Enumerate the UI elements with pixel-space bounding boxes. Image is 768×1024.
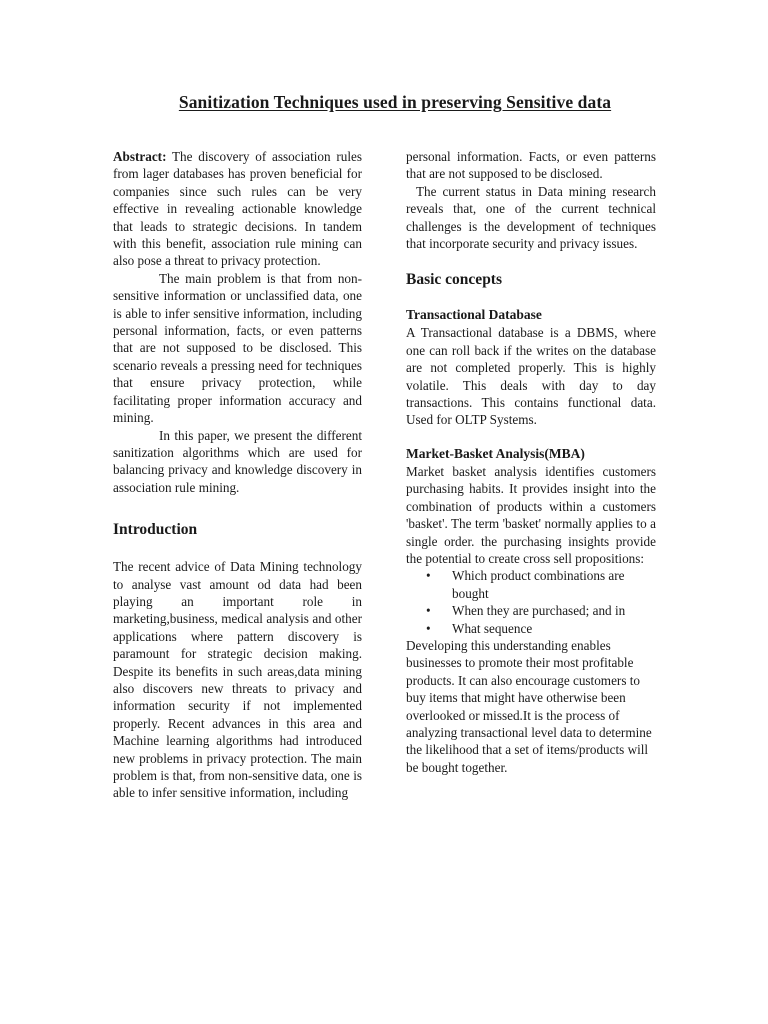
left-column	[113, 148, 362, 802]
introduction-paragraph-2: The current status in Data mining research reveals that, one of the current technical challenges is the development of techniques that incorporate security and privacy issues.	[406, 183, 656, 252]
bullet-item	[406, 567, 656, 602]
bullet-list	[406, 567, 656, 637]
introduction-heading: Introduction	[113, 521, 198, 539]
abstract-paragraph-3: In this paper, we present the different sanitization algorithms which are used for balancing privacy and knowledge discovery in association rule mining.	[113, 427, 362, 495]
bullet-text: What sequence	[452, 620, 533, 636]
paper-title: Sanitization Techniques used in preserving Sensitive data	[178, 92, 612, 112]
abstract-paragraph	[113, 148, 362, 270]
transactional-database-paragraph: A Transactional database is a DBMS, where one can roll back if the writes on the database are not completed properly. This is highly volatile. This deals with day to day transactions. This contains functional data. Used for OLTP Systems.	[406, 325, 656, 428]
market-basket-conclusion: Developing this understanding enables businesses to promote their most profitable products. It can also encourage customers to buy items that might have otherwise been overlooked or missed.It is the process of analyzing transactional level data to determine the likelihood that a set of items/products will be bought together.	[406, 637, 652, 775]
basic-concepts-heading: Basic concepts	[406, 271, 503, 289]
bullet-item	[406, 602, 656, 619]
introduction-continued: personal information. Facts, or even patterns that are not supposed to be disclosed.	[406, 149, 656, 182]
bullet-text: When they are purchased; and in	[452, 603, 626, 619]
abstract-label: Abstract:	[113, 149, 167, 164]
market-basket-paragraph: Market basket analysis identifies customers purchasing habits. It provides insight into the combination of products within a customers 'basket'. The term 'basket' normally applies to a single order. the purchasing insights provide the potential to create cross sell propositions:	[406, 463, 656, 566]
introduction-paragraph: The recent advice of Data Mining technology to analyse vast amount od data had been playing an important role in marketing,business, medical analysis and other applications where pattern discovery is paramount for strategic decision making. Despite its benefits in such areas,data mining also discovers new threats to privacy and information security if not implemented properly. Recent advances in this area and Machine learning algorithms had introduced new problems in privacy protection. The main problem is that, from non-sensitive data, one is able to infer sensitive information, including	[113, 559, 362, 801]
market-basket-heading: Market-Basket Analysis(MBA)	[406, 445, 585, 461]
abstract-text: The discovery of association rules from lager databases has proven beneficial for companies since such rules can be very effective in revealing actionable knowledge that leads to strategic decisions. In tandem with this benefit, association rule mining can also pose a threat to privacy protection.	[113, 149, 362, 269]
transactional-database-heading: Transactional Database	[406, 307, 542, 323]
bullet-text: Which product combinations are bought	[452, 568, 625, 601]
bullet-icon: •	[426, 620, 431, 636]
abstract-paragraph-2: The main problem is that from non-sensitive information or unclassified data, one is able to infer sensitive information, including personal information, facts, or even patterns that are not supposed to be disclosed. This scenario reveals a pressing need for techniques that ensure privacy protection, while facilitating proper information accuracy and mining.	[113, 270, 362, 426]
bullet-icon: •	[426, 603, 431, 619]
bullet-icon: •	[426, 568, 431, 584]
bullet-item	[406, 620, 656, 637]
right-column	[406, 148, 656, 776]
